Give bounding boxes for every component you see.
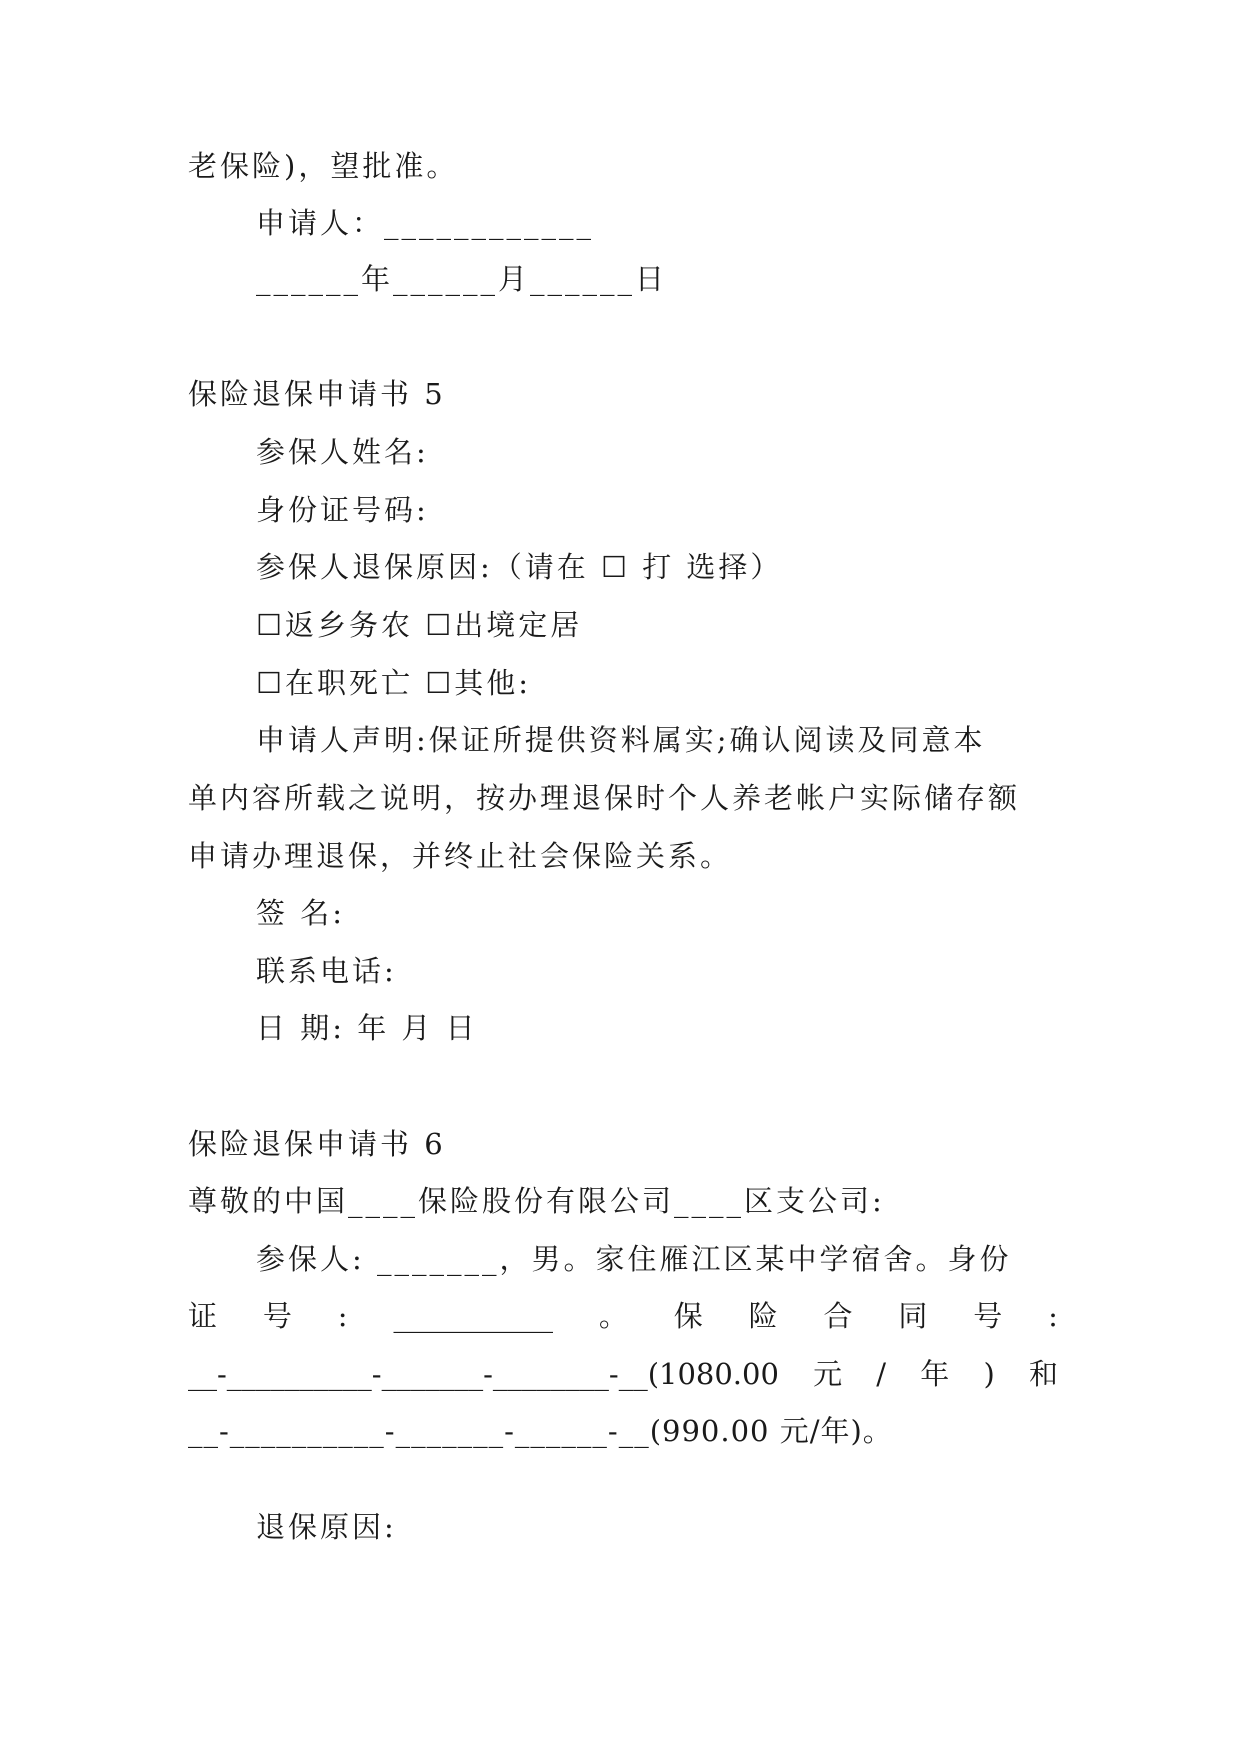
section6-title: 保险退保申请书 6 [188,1127,446,1161]
section5-id-field: 身份证号码: [256,493,429,527]
section4-tail-text: 老保险)，望批准。 [188,149,459,183]
justified-token: 。 [598,1299,628,1333]
justified-token: 和 [1028,1357,1058,1391]
section6-body-line2 [188,1296,1058,1336]
section5-declaration-line2: 单内容所载之说明，按办理退保时个人养老帐户实际储存额 [188,781,1021,815]
justified-token: 号 [973,1299,1003,1333]
justified-token: 元 [813,1357,843,1391]
section5-options-row1: ☐返乡务农 ☐出境定居 [256,608,583,642]
section4-applicant-line: 申请人：____________ [256,206,595,240]
section5-options-row2: ☐在职死亡 ☐其他: [256,666,531,700]
section5-phone-field: 联系电话: [256,954,397,988]
section5-title: 保险退保申请书 5 [188,377,446,411]
justified-token: : [337,1299,348,1333]
justified-token: : [1048,1299,1058,1333]
justified-token: 号 [262,1299,292,1333]
section5-declaration-line3: 申请办理退保，并终止社会保险关系。 [188,839,733,873]
justified-token: ) [983,1357,995,1391]
section6-salutation: 尊敬的中国____保险股份有限公司____区支公司: [188,1184,885,1218]
section5-name-field: 参保人姓名: [256,435,429,469]
section5-signature-field: 签 名: [256,896,345,930]
justified-token: ___________ [393,1299,553,1333]
justified-token: __-__________-_______-________-__(1080.00 [188,1357,779,1391]
section6-body-line1: 参保人: _______，男。家住雁江区某中学宿舍。身份 [256,1242,1012,1276]
section5-declaration-line1: 申请人声明:保证所提供资料属实;确认阅读及同意本 [256,723,986,757]
justified-token: 证 [188,1299,218,1333]
section6-reason-field: 退保原因: [256,1510,397,1544]
section6-body-line4: __-__________-_______-______-__(990.00 元/年)。 [188,1414,893,1448]
justified-token: 同 [898,1299,928,1333]
section5-date-field: 日 期: 年 月 日 [256,1011,478,1045]
section6-body-line3 [188,1354,1058,1394]
justified-token: 保 [673,1299,703,1333]
justified-token: / [876,1357,887,1391]
justified-token: 险 [748,1299,778,1333]
section5-reason-prompt: 参保人退保原因:（请在 ☐ 打 选择） [256,550,783,584]
justified-token: 合 [823,1299,853,1333]
justified-token: 年 [920,1357,950,1391]
section4-date-line: ______年______月______日 [256,262,668,296]
